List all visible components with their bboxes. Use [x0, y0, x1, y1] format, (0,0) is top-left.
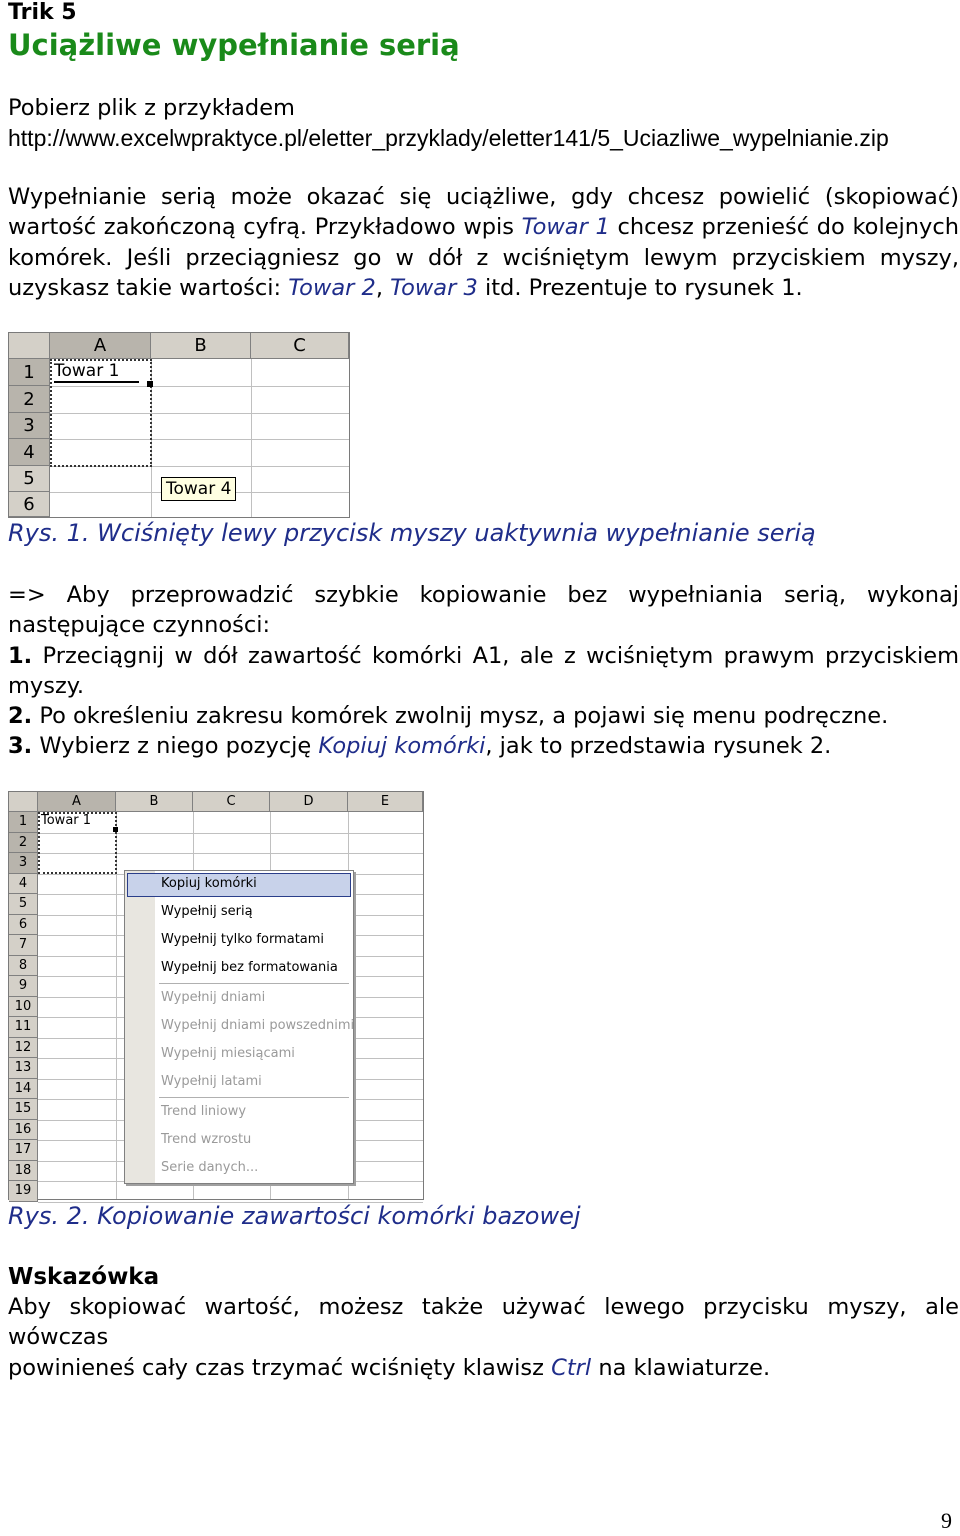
download-block [8, 93, 959, 154]
intro-line-1: Wypełnianie serią może okazać się uciążliwe, gdy chcesz powielić (skopiować) [8, 184, 959, 210]
row-header-15[interactable]: 15 [9, 1099, 38, 1120]
fill-tooltip: Towar 4 [161, 477, 236, 501]
row-header-6[interactable]: 6 [9, 492, 50, 517]
intro-paragraph [8, 182, 959, 303]
row-header-4[interactable]: 4 [9, 439, 50, 466]
col-header-e[interactable]: E [348, 792, 423, 812]
row-header-6[interactable]: 6 [9, 915, 38, 936]
menu-item-4[interactable]: Wypełnij bez formatowania [161, 960, 338, 975]
col-header-a[interactable]: A [38, 792, 116, 812]
menu-item-2[interactable]: Wypełnij serią [161, 904, 253, 919]
menu-item-3[interactable]: Wypełnij tylko formatami [161, 932, 325, 947]
menu-item-8[interactable]: Wypełnij latami [161, 1074, 262, 1089]
row-header-2[interactable]: 2 [9, 833, 38, 854]
row-header-2[interactable]: 2 [9, 386, 50, 413]
step-3: 3. Wybierz z niego pozycję Kopiuj komórki, jak to przedstawia rysunek 2. [8, 733, 832, 760]
download-label: Pobierz plik z przykładem [8, 95, 295, 121]
col-header-b[interactable]: B [116, 792, 193, 812]
row-header-1[interactable]: 1 [9, 812, 38, 833]
row-header-9[interactable]: 9 [9, 976, 38, 997]
col-header-b[interactable]: B [151, 333, 251, 359]
col-header-d[interactable]: D [270, 792, 348, 812]
fill-handle[interactable] [147, 381, 153, 387]
row-header-14[interactable]: 14 [9, 1079, 38, 1100]
row-header-18[interactable]: 18 [9, 1161, 38, 1182]
figure-2-caption: Rys. 2. Kopiowanie zawartości komórki bazowej [8, 1202, 581, 1230]
step-2: 2. Po określeniu zakresu komórek zwolnij mysz, a pojawi się menu podręczne. [8, 703, 889, 730]
intro-line-2: wartość zakończoną cyfrą. Przykładowo wpis Towar 1 chcesz przenieść do kolejnych [8, 214, 959, 241]
step-intro-line-2: następujące czynności: [8, 612, 271, 639]
row-header-3[interactable]: 3 [9, 413, 50, 439]
intro-line-4: uzyskasz takie wartości: Towar 2, Towar 3 itd. Prezentuje to rysunek 1. [8, 274, 803, 301]
menu-separator [159, 983, 349, 984]
menu-separator [159, 1097, 349, 1098]
menu-item-10[interactable]: Trend wzrostu [161, 1132, 252, 1147]
row-header-5[interactable]: 5 [9, 466, 50, 492]
row-header-19[interactable]: 19 [9, 1181, 38, 1202]
row-header-7[interactable]: 7 [9, 935, 38, 956]
col-header-c[interactable]: C [251, 333, 349, 359]
intro-line-3: komórek. Jeśli przeciągniesz go w dół z wciśniętym lewym przyciskiem myszy, [8, 244, 959, 271]
tip-paragraph [8, 1292, 959, 1383]
menu-item-7[interactable]: Wypełnij miesiącami [161, 1046, 295, 1061]
step-1-line-1: 1. Przeciągnij w dół zawartość komórki A1, ale z wciśniętym prawym przyciskiem [8, 642, 959, 669]
cell-a1[interactable]: Towar 1 [54, 361, 139, 383]
row-header-17[interactable]: 17 [9, 1140, 38, 1161]
row-header-5[interactable]: 5 [9, 894, 38, 915]
cell-a1[interactable]: Towar 1 [41, 813, 92, 828]
steps-block [8, 580, 959, 762]
figure-2-spreadsheet [8, 791, 424, 1200]
row-header-11[interactable]: 11 [9, 1017, 38, 1038]
figure-1-caption: Rys. 1. Wciśnięty lewy przycisk myszy uaktywnia wypełnianie serią [8, 519, 816, 547]
menu-item-1[interactable]: Kopiuj komórki [161, 876, 257, 891]
step-intro-line-1: => Aby przeprowadzić szybkie kopiowanie bez wypełniania serią, wykonaj [8, 582, 959, 608]
trik-label: Trik 5 [8, 0, 77, 25]
context-menu [124, 870, 354, 1184]
tip-heading: Wskazówka [8, 1264, 160, 1290]
figure-1-spreadsheet [8, 332, 350, 518]
menu-item-6[interactable]: Wypełnij dniami powszednimi [161, 1018, 355, 1033]
tip-line-2: powinieneś cały czas trzymać wciśnięty klawisz Ctrl na klawiaturze. [8, 1354, 771, 1381]
page-number: 9 [941, 1508, 952, 1533]
row-header-10[interactable]: 10 [9, 997, 38, 1018]
row-header-1[interactable]: 1 [9, 359, 50, 386]
fill-handle[interactable] [113, 827, 118, 832]
tip-line-1: Aby skopiować wartość, możesz także używać lewego przycisku myszy, ale wówczas [8, 1294, 959, 1351]
menu-item-5[interactable]: Wypełnij dniami [161, 990, 266, 1005]
step-1-line-2: myszy. [8, 672, 85, 699]
row-header-12[interactable]: 12 [9, 1038, 38, 1059]
page-title: Uciążliwe wypełnianie serią [8, 28, 460, 62]
corner-cell[interactable] [9, 333, 50, 359]
menu-item-11[interactable]: Serie danych... [161, 1160, 259, 1175]
row-header-4[interactable]: 4 [9, 874, 38, 895]
row-header-3[interactable]: 3 [9, 853, 38, 874]
menu-item-9[interactable]: Trend liniowy [161, 1104, 247, 1119]
download-url[interactable]: http://www.excelwpraktyce.pl/eletter_przyklady/eletter141/5_Uciazliwe_wypelnianie.zip [8, 125, 889, 152]
corner-cell[interactable] [9, 792, 38, 812]
col-header-a[interactable]: A [50, 333, 151, 359]
row-header-16[interactable]: 16 [9, 1120, 38, 1141]
row-header-8[interactable]: 8 [9, 956, 38, 977]
col-header-c[interactable]: C [193, 792, 270, 812]
row-header-13[interactable]: 13 [9, 1058, 38, 1079]
